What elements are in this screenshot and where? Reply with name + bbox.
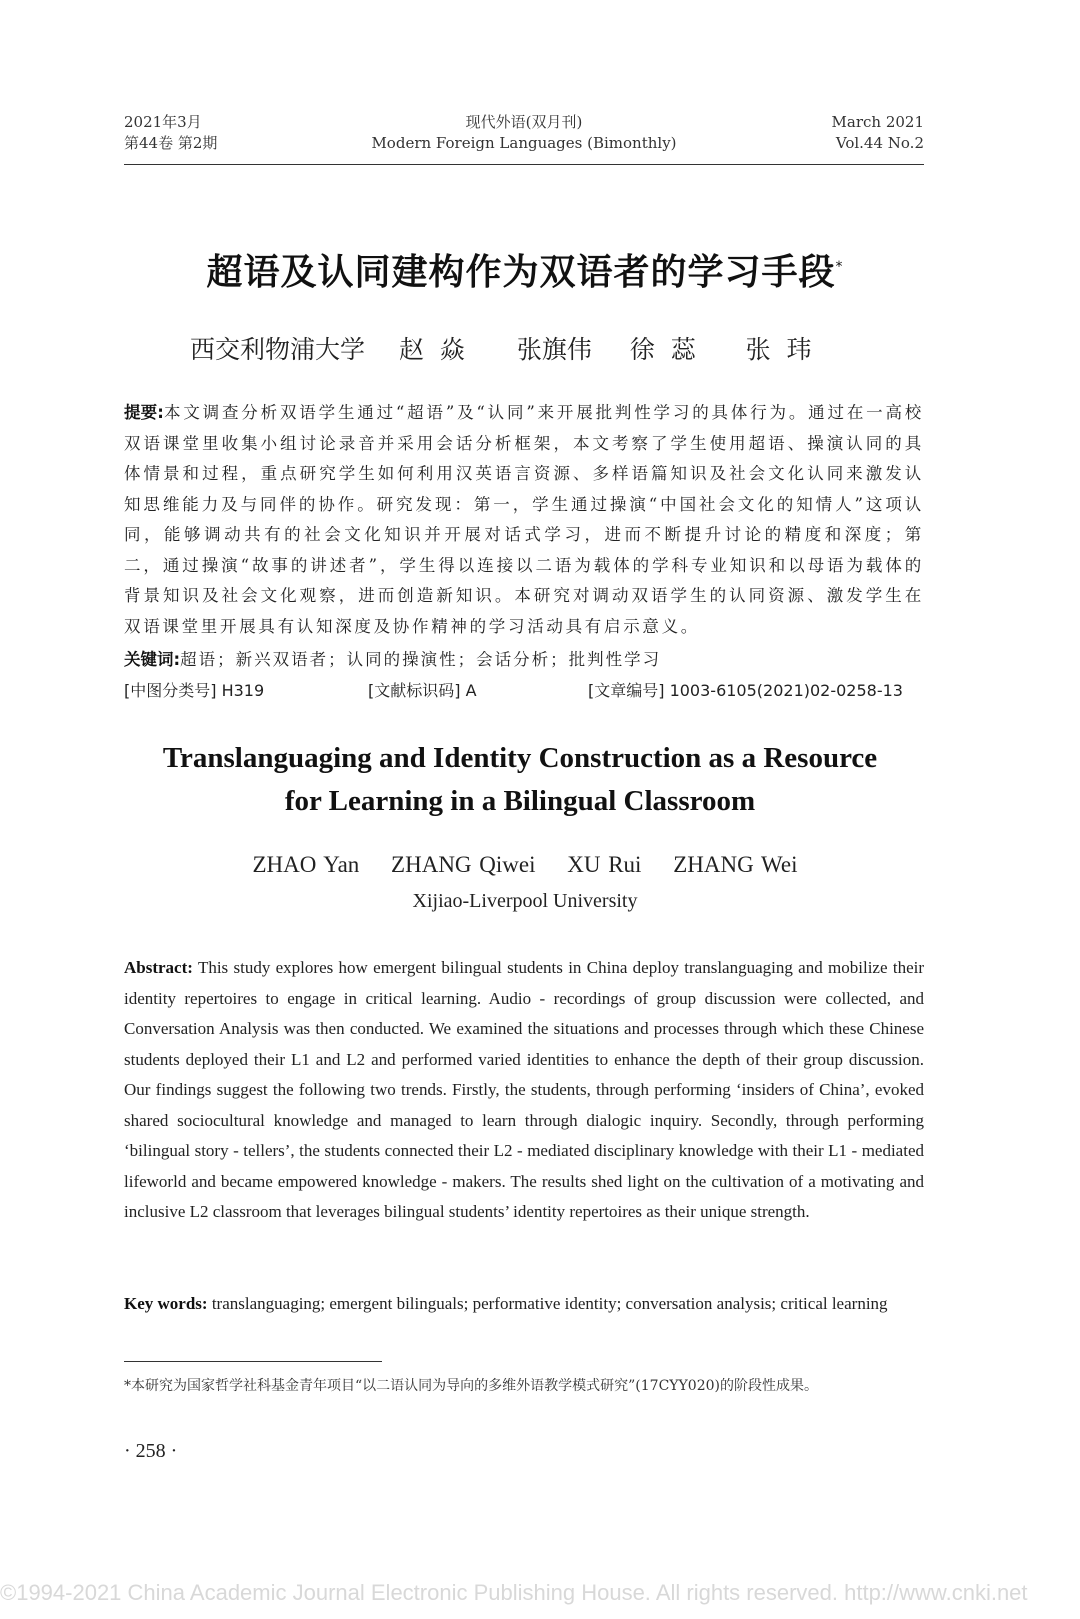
header-volume-en: Vol.44 No.2 (835, 134, 924, 152)
chinese-keywords-text: 超语；新兴双语者；认同的操演性；会话分析；批判性学习 (180, 650, 662, 669)
english-title (130, 737, 910, 823)
copyright-watermark: ©1994-2021 China Academic Journal Electronic Publishing House. All rights reserved. http://www.cnki.net (0, 1580, 1028, 1605)
journal-name-en: Modern Foreign Languages (Bimonthly) (371, 134, 677, 152)
article-number: [文章编号] 1003-6105(2021)02-0258-13 (588, 681, 903, 700)
classification-line (124, 678, 924, 704)
title-footnote-mark: * (835, 259, 844, 275)
english-title-line: for Learning in a Bilingual Classroom (284, 785, 756, 817)
english-affiliation: Xijiao-Liverpool University (412, 890, 638, 912)
chinese-keywords-label: 关键词 (124, 650, 174, 669)
english-author: ZHANG Wei (673, 852, 798, 877)
document-code: [文献标识码] A (368, 681, 477, 700)
chinese-keywords: 关键词:超语；新兴双语者；认同的操演性；会话分析；批判性学习 (124, 650, 662, 669)
header-volume: 第44卷 第2期 (124, 134, 218, 152)
english-abstract-text: This study explores how emergent bilingual students in China deploy translanguaging and mobilize their identity repertoires to engage in critical learning. Audio - recordings of group discussion were collected, and Conversation Analysis was then conducted. We examined the situations and processes through which these Chinese students deployed their L1 and L2 and performed varied identities to enhance the depth of their group discussion. Our findings suggest the following two trends. Firstly, the students, through performing ‘insiders of China’, evoked shared sociocultural knowledge and managed to learn through dialogic inquiry. Secondly, through performing ‘bilingual story - tellers’, the students connected their L2 - mediated disciplinary knowledge with their L1 - mediated lifeworld and became empowered knowledge - makers. The results shed light on the cultivation of a motivating and inclusive L2 classroom that leverages bilingual students’ identity repertoires as their unique strength. (124, 958, 924, 1221)
header-right (832, 112, 924, 154)
footnote-rule (124, 1361, 382, 1362)
english-keywords-text: translanguaging; emergent bilinguals; performative identity; conversation analysis; critical learning (211, 1294, 888, 1313)
english-keywords-label: Key words: (124, 1294, 208, 1313)
english-keywords (124, 1289, 924, 1320)
footnote: *本研究为国家哲学社科基金青年项目“以二语认同为导向的多维外语教学模式研究”(17CYY020)的阶段性成果。 (124, 1378, 818, 1394)
chinese-author: 赵 焱 (398, 335, 465, 364)
running-header (124, 112, 924, 156)
english-title-line: Translanguaging and Identity Construction as a Resource (162, 742, 878, 774)
chinese-affiliation: 西交利物浦大学 (190, 335, 366, 364)
english-author: ZHAO Yan (252, 852, 360, 877)
chinese-author: 徐 蕊 (629, 335, 696, 364)
journal-name-cn: 现代外语(双月刊) (465, 113, 583, 131)
clc-number: [中图分类号] H319 (124, 681, 265, 700)
chinese-title (0, 244, 1050, 295)
page-number: · 258 · (124, 1440, 178, 1462)
english-abstract (124, 953, 924, 1228)
header-date: 2021年3月 (124, 113, 202, 131)
english-author: XU Rui (567, 852, 642, 877)
chinese-author: 张旗伟 (516, 335, 592, 364)
chinese-abstract-text: 本文调查分析双语学生通过“超语”及“认同”来开展批判性学习的具体行为。通过在一高校双语课堂里收集小组讨论录音并采用会话分析框架，本文考察了学生使用超语、操演认同的具体情景和过程，重点研究学生如何利用汉英语言资源、多样语篇知识及社会文化认同来激发认知思维能力及与同伴的协作。研究发现：第一，学生通过操演“中国社会文化的知情人”这项认同，能够调动共有的社会文化知识并开展对话式学习，进而不断提升讨论的精度和深度；第二，通过操演“故事的讲述者”，学生得以连接以二语为载体的学科专业知识和以母语为载体的背景知识及社会文化观察，进而创造新知识。本研究对调动双语学生的认同资源、激发学生在双语课堂里开展具有认知深度及协作精神的学习活动具有启示意义。 (124, 403, 925, 636)
chinese-abstract: 提要:本文调查分析双语学生通过“超语”及“认同”来开展批判性学习的具体行为。通过在一高校双语课堂里收集小组讨论录音并采用会话分析框架，本文考察了学生使用超语、操演认同的具体情景和过程，重点研究学生如何利用汉英语言资源、多样语篇知识及社会文化认同来激发认知思维能力及与同伴的协作。研究发现：第一，学生通过操演“中国社会文化的知情人”这项认同，能够调动共有的社会文化知识并开展对话式学习，进而不断提升讨论的精度和深度；第二，通过操演“故事的讲述者”，学生得以连接以二语为载体的学科专业知识和以母语为载体的背景知识及社会文化观察，进而创造新知识。本研究对调动双语学生的认同资源、激发学生在双语课堂里开展具有认知深度及协作精神的学习活动具有启示意义。 (124, 403, 925, 636)
chinese-authors (190, 330, 890, 366)
chinese-title-text: 超语及认同建构作为双语者的学习手段 (206, 252, 836, 293)
chinese-abstract-label: 提要 (124, 403, 158, 422)
header-rule (124, 164, 924, 165)
english-author: ZHANG Qiwei (391, 852, 536, 877)
chinese-author: 张 玮 (745, 335, 812, 364)
english-authors (0, 852, 1050, 878)
header-date-en: March 2021 (831, 113, 924, 131)
english-abstract-label: Abstract: (124, 958, 193, 977)
header-center (124, 112, 924, 154)
